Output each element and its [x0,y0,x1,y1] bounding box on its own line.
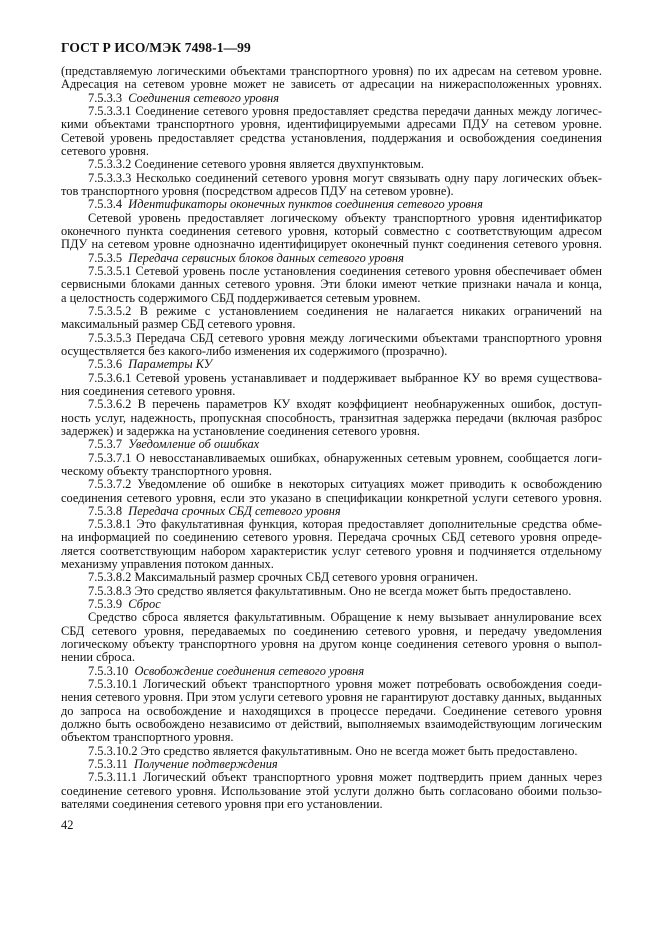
text-line: оконечного пункта соединения сетевого уровня, который совместно с соответствующим адресом [61,224,602,238]
text-line: 7.5.3.8.3 Это средство является факультативным. Оно не всегда может быть предоставлено. [88,583,572,598]
text-line: 7.5.3.5.1 Сетевой уровень после установления соединения сетевого уровня обеспечивает обмен [88,264,602,278]
text-line: 7.5.3.3.3 Несколько соединений сетевого уровня могут связывать одну пару логических объек- [88,171,602,185]
text-line: тов транспортного уровня (посредством адресов ПДУ на сетевом уровне). [61,183,454,198]
text-line: 7.5.3.5.3 Передача СБД сетевого уровня между логическими объектами транспортного уровня [88,331,602,345]
section-number: 7.5.3.4 [88,197,123,212]
text-line: ческому объекту транспортного уровня. [61,463,272,478]
text-line: 7.5.3.6.2 В перечень параметров КУ входят коэффициент необнаруженных ошибок, доступ- [88,398,602,412]
text-line: вателями соединения сетевого уровня при его установлении. [61,797,383,812]
section-title: Уведомление об ошибках [128,437,260,452]
text-line: ляется соответствующим набором характеристик услуг сетевого уровня и подчиняется отдельному [61,544,602,558]
text-line: нении сброса. [61,650,136,665]
document-header: ГОСТ Р ИСО/МЭК 7498-1—99 [61,40,251,55]
text-line: ПДУ на сетевом уровне однозначно идентифицирует оконечный пункт соединения сетевого уровня. [61,238,602,252]
section-title: Освобождение соединения сетевого уровня [134,663,365,678]
section-heading-line [61,92,602,105]
text-line: Сетевой уровень предоставляет логическому объекту транспортного уровня идентификатор [88,211,602,225]
section-number: 7.5.3.6 [88,357,123,372]
section-title: Передача сервисных блоков данных сетевого уровня [128,250,404,265]
text-line: соединения сетевого уровня, если это указано в спецификации конкретной услуги сетевого уровня. [61,491,602,505]
text-line: до запроса на освобождение и находящихся в процессе передачи. Соединение сетевого уровня [61,704,602,718]
text-line: 7.5.3.6.1 Сетевой уровень устанавливает и поддерживает выбранное КУ во время существова- [88,371,602,385]
section-heading-line [61,598,602,611]
section-heading-line [61,358,602,371]
section-heading-line [61,758,602,771]
section-heading-line [61,505,602,518]
section-heading-line [61,252,602,265]
section-title: Получение подтверждения [134,757,278,772]
section-heading-line [61,198,602,211]
text-line: 7.5.3.7.1 О невосстанавливаемых ошибках, обнаруженных сетевым уровнем, сообщается логи- [88,451,602,465]
text-line: задержек) и задержка на установление соединения сетевого уровня. [61,423,420,438]
section-number: 7.5.3.5 [88,250,123,265]
section-title: Идентификаторы оконечных пунктов соединения сетевого уровня [128,197,483,212]
section-number: 7.5.3.9 [88,597,123,612]
text-line: механизму управления потоком данных. [61,557,274,572]
text-line: ность услуг, надежность, пропускная способность, транзитная задержка передачи (включая разброс [61,411,602,425]
text-line: должно быть освобождено независимо от действий, выполняемых взаимодействующим логическим [61,718,602,732]
section-number: 7.5.3.8 [88,503,123,518]
text-line: на информацией по соединению сетевого уровня. Передача срочных СБД сетевого уровня опреде- [61,531,602,545]
text-line: сетевого уровня. [61,143,149,158]
text-line: 7.5.3.8.1 Это факультативная функция, которая предоставляет дополнительные средства обме- [88,518,602,532]
section-heading-line [61,665,602,678]
text-line: (представляемую логическими объектами транспортного уровня) по их адресам на сетевом уровне. [61,65,602,78]
section-number: 7.5.3.7 [88,437,123,452]
text-line: 7.5.3.3.2 Соединение сетевого уровня является двухпунктовым. [88,157,424,172]
text-line: 7.5.3.3.1 Соединение сетевого уровня предоставляет средства передачи данных между логичес- [88,104,602,118]
section-number: 7.5.3.11 [88,757,128,772]
document-body [61,65,602,811]
text-line: 7.5.3.7.2 Уведомление об ошибке в некоторых ситуациях может приводить к освобождению [88,478,602,492]
text-line: кими объектами транспортного уровня, идентифицируемыми адресами ПДУ на сетевом уровне. [61,118,602,132]
text-line: 7.5.3.5.2 В режиме с установлением соединения не налагается никаких ограничений на [88,304,602,318]
section-title: Передача срочных СБД сетевого уровня [128,503,341,518]
section-title: Соединения сетевого уровня [128,90,279,105]
text-line: а целостность содержимого СБД поддерживается сетевым уровнем. [61,290,421,305]
text-line: 7.5.3.11.1 Логический объект транспортного уровня может подтвердить прием данных через [88,771,602,785]
text-line: нения сетевого уровня. При этом услуги сетевого уровня не гарантируют доставку данных, выданных [61,691,602,705]
text-line: соединение сетевого уровня. Использование этой услуги должно быть согласовано обоими пользо- [61,784,602,798]
text-line: объектом транспортного уровня. [61,730,234,745]
text-line: Сетевой уровень предоставляет средства установления, поддержания и освобождения соединения [61,131,602,145]
text-line: Средство сброса является факультативным. Обращение к нему вызывает аннулирование всех [88,611,602,625]
text-line: логическому объекту транспортного уровня на другом конце соединения сетевого уровня о выпол- [61,638,602,652]
section-number: 7.5.3.3 [88,90,123,105]
text-line: 7.5.3.10.1 Логический объект транспортного уровня может потребовать освобождения соеди- [88,678,602,692]
section-heading-line [61,438,602,451]
section-number: 7.5.3.10 [88,663,129,678]
text-line: максимальный размер СБД сетевого уровня. [61,317,296,332]
text-line: 7.5.3.10.2 Это средство является факультативным. Оно не всегда может быть предоставлено. [88,743,578,758]
text-line: осуществляется без какого-либо изменения их содержимого (прозрачно). [61,343,448,358]
section-title: Параметры КУ [128,357,213,372]
text-line: Адресация на сетевом уровне может не зависеть от адресации на нижерасположенных уровнях. [61,78,602,92]
page-number: 42 [61,818,74,832]
text-line: СБД сетевого уровня, передаваемых по соединению сетевого уровня, и передачу уведомления [61,624,602,638]
text-line: сервисными блоками данных сетевого уровня. Эти блоки имеют четкие признаки начала и конца, [61,278,602,292]
text-line: ния соединения сетевого уровня. [61,383,236,398]
section-title: Сброс [128,597,161,612]
text-line: 7.5.3.8.2 Максимальный размер срочных СБД сетевого уровня ограничен. [88,570,478,585]
